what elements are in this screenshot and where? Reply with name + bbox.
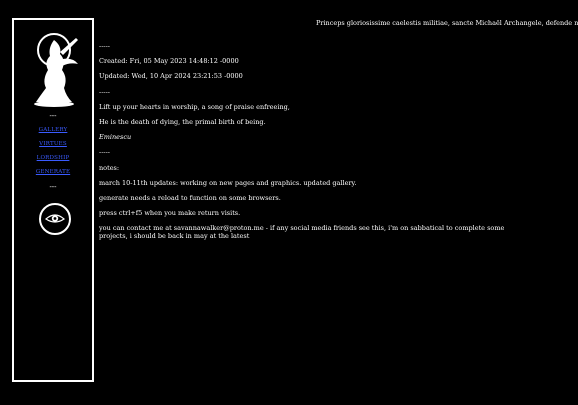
nav-item-lordship[interactable] [14, 155, 92, 162]
note-item: generate needs a reload to function on some browsers. [99, 193, 281, 202]
nav-link-gallery[interactable]: GALLERY [38, 127, 68, 133]
main-content [99, 42, 529, 247]
marquee-text: Princeps gloriosissime caelestis militiae, sancte Michaël Archangele, defende n [316, 19, 578, 27]
note-item: march 10-11th updates: working on new pages and graphics. updated gallery. [99, 178, 357, 187]
nav-link-virtues[interactable]: VIRTUES [39, 141, 67, 147]
scrolling-marquee [316, 19, 578, 27]
divider-line: ----- [99, 87, 110, 96]
divider-line: ----- [99, 42, 110, 50]
separator: --- [49, 183, 57, 191]
nav-item-virtues[interactable] [14, 141, 92, 148]
angel-silhouette-icon [32, 30, 82, 108]
poem-line: Lift up your hearts in worship, a song of praise enfreeing, [99, 102, 290, 111]
nav-item-generate[interactable] [14, 169, 92, 176]
separator: --- [49, 112, 57, 120]
created-date: Created: Fri, 05 May 2023 14:48:12 -0000 [99, 57, 239, 66]
poem-author: Eminescu [99, 133, 132, 142]
nav-link-generate[interactable]: GENERATE [35, 169, 71, 175]
contact-note: you can contact me at savannawalker@proton.me - if any social media friends see this, i'm on sabbatical to complete some projects, i should be back in may at the latest [99, 224, 505, 241]
notes-heading: notes: [99, 163, 120, 172]
poem-line: He is the death of dying, the primal birth of being. [99, 117, 266, 126]
nav-item-gallery[interactable] [14, 127, 92, 134]
note-item: press ctrl+f5 when you make return visits. [99, 209, 241, 218]
eye-in-circle-icon [38, 202, 72, 236]
sidebar [12, 18, 94, 382]
updated-date: Updated: Wed, 10 Apr 2024 23:21:53 -0000 [99, 72, 243, 81]
nav-link-lordship[interactable]: LORDSHIP [36, 155, 70, 161]
divider-line: ----- [99, 148, 110, 157]
